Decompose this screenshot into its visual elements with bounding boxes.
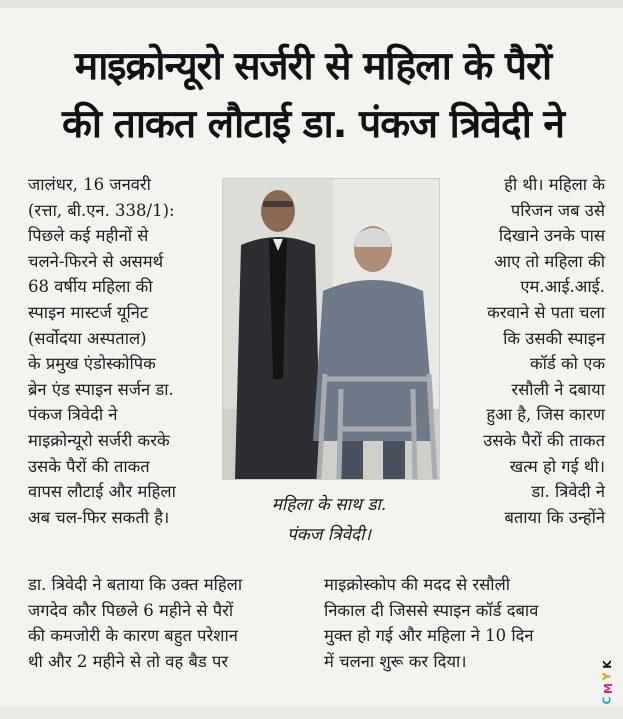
text-line: माइक्रोन्यूरो सर्जरी करके [28,430,170,450]
caption-line-2: पंकज त्रिवेदी। [287,525,371,545]
text-line: 68 वर्षीय महिला की [28,277,153,297]
text-line: करवाने से पता चला [487,302,605,322]
cmyk-k: K [600,660,614,669]
caption-line-1: महिला के साथ डा. [271,495,387,515]
text-line: जालंधर, 16 जनवरी [28,175,151,194]
cmyk-print-mark [600,650,616,710]
text-line: (रत्ता, बी.एन. 338/1): [28,200,175,220]
text-line: निकाल दी जिससे स्पाइन कॉर्ड दबाव [324,600,539,620]
photo-caption [234,490,424,550]
headline-line-1: माइक्रोन्यूरो सर्जरी से महिला के पैरों [74,44,552,89]
headline [14,38,612,154]
text-line: उसके पैरों की ताकत [483,430,605,450]
text-line: अब चल-फिर सकती है। [28,507,170,527]
left-column-text [28,172,213,530]
text-line: डा. त्रिवेदी ने [531,482,605,502]
text-line: माइक्रोस्कोप की मदद से रसौली [324,575,511,594]
previous-article-edge [0,0,623,8]
text-line: पंकज त्रिवेदी ने [28,405,118,425]
right-column-text [455,172,605,530]
photo-doctor-with-patient [222,178,440,480]
text-line: स्पाइन मास्टर्ज यूनिट [28,302,149,322]
text-line: कि उसकी स्पाइन [503,328,605,348]
text-line: उसके पैरों की ताकत [28,456,150,476]
text-line: (सर्वोदया अस्पताल) [28,328,147,348]
text-line: वापस लौटाई और महिला [28,482,176,502]
text-line: कॉर्ड को एक [529,354,605,374]
text-line: रसौली ने दबाया [511,379,605,399]
text-line: मुक्त हो गई और महिला ने 10 दिन [324,626,534,646]
text-line: डा. त्रिवेदी ने बताया कि उक्त महिला [28,575,243,594]
page-edge [0,706,623,719]
text-line: एम.आई.आई. [520,277,605,297]
text-line: पिछले कई महीनों से [28,226,149,246]
text-line: जगदेव कौर पिछले 6 महीने से पैरों [28,600,234,620]
text-line: के प्रमुख एंडोस्कोपिक [28,354,156,374]
photo-illustration [223,179,439,479]
bottom-left-text [28,572,310,674]
text-line: की कमजोरी के कारण बहुत परेशान [28,626,238,646]
text-line: में चलना शुरू कर दिया। [324,651,467,671]
text-line: खत्म हो गई थी। [509,456,605,476]
cmyk-c: C [600,696,614,705]
text-line: ब्रेन एंड स्पाइन सर्जन डा. [28,379,174,399]
text-line: आए तो महिला की [494,251,605,271]
text-line: परिजन जब उसे [510,200,605,220]
cmyk-y: Y [600,672,614,681]
text-line: हुआ है, जिस कारण [486,405,605,425]
headline-line-2: की ताकत लौटाई डा. पंकज त्रिवेदी ने [61,102,565,147]
text-line: चलने-फिरने से असमर्थ [28,251,164,271]
text-line: ही थी। महिला के [504,175,605,194]
text-line: बताया कि उन्होंने [504,507,605,527]
bottom-right-text [324,572,596,674]
text-line: थी और 2 महीने से तो वह बैड पर [28,651,229,671]
text-line: दिखाने उनके पास [498,226,605,246]
cmyk-m: M [601,683,615,694]
